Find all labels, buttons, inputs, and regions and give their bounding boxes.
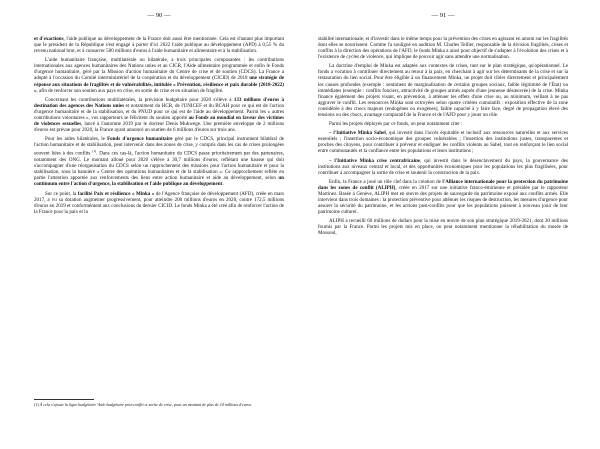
text-run: et notamment du HCR, de l'UNICEF et du BCAH pour ce qui est de l'action d'urgence humanitaire et de la stabilisation, et du PNUD pour ce qui est de l'aide au développement. Parmi les « autres contributions volontaires », vos rapporteurs se félicitent du soutien apporté [34,102,284,121]
text-run: de l'Agence française de développement (AFD), créée en mars 2017, a vu sa dotation augmenter progressivement, pour atteindre 200 millions d'euros en 2020, contre 172,5 millions d'euros en 2019 et conformément aux conclusions du dernier CICID. Le fonds Minka a été créé afin de renforcer l'action de la France pour la paix et la [34,190,284,215]
text-run: Concernant les contributions multilatérales, la prévision budgétaire pour 2020 s'élève à [45,96,234,103]
paragraph [34,136,284,187]
bold-phrase: l'Alliance internationale pour la protection du patrimoine dans les zones de conflit (ALIPH) [318,178,568,191]
text-run: L'aide humanitaire française, multilatérale ou bilatérale, a trois principales composantes : les contributions internationales aux agences humanitaires des Nations unies et au CICR, l'Aide alimentaire programmée et enfin le Fonds d'urgence humanitaire, géré par la Mission d'action humanitaire du Centre de crise et de soutien (CDCS). La France a adopté à l'occasion du Comité interministériel de la coopération et du développement (CICID) de 2018 [34,57,284,82]
paragraph [34,36,284,54]
paragraph [318,179,568,215]
text-run: géré par le CDCS, principal instrument bilatéral de l'action humanitaire et de stabilisation, peut intervenir dans des zones de crise, y compris dans les cas de crises prolongées souvent liées à des conflits [34,136,284,158]
bold-phrase: – l'Initiative Minka Sahel [329,130,386,137]
bold-phrase: au Fonds au mondial en faveur des victimes de violences sexuelles [34,114,285,127]
text-run: Sur ce point, la [45,190,78,197]
text-run: . Dans ces cas-là, l'action humanitaire du CDCS passe prioritairement par des partenaires, notamment des ONG. Le montant alloué pour 2020 s'élève à 30,7 millions d'euros, reflétant une hausse qui doit s'accompagner d'une réorganisation du CDCS selon un rapprochement des missions pour l'action humanitaire et pour la stabilisation, sous la bannière « Centre des opérations humanitaires et de la stabilisation ». Ce rapprochement reflète en partie l'attention apportée aux renforcements des liens entre action humanitaire et aide au développement, selon [34,151,284,182]
paragraph: ALIPH a recueilli 60 millions de dollars pour la mise en œuvre de son plan stratégique 2019-2021, dont 30 millions fournis par la France. Parmi les projets mis en place, on peut notamment mentionner la réhabilitation du musée de Mossoul, [318,218,568,237]
footnote-divider [34,399,94,400]
text-run: , lancé à l'automne 2019 par le docteur Denis Mukwege. Une première enveloppe de 2 millions d'euros est prévue pour 2020, la France ayant annoncé un soutien de 6 millions d'euros sur trois ans. [34,120,284,134]
left-column-text [34,36,284,215]
text-run: , afin de renforcer son soutien aux pays en crise, en sortie de crise et en situation de fragilité. [36,87,224,94]
text-run: Enfin, la France a joué un rôle clef dans la création de [329,178,443,185]
text-run: , l'aide publique au développement de la France doit aussi être mentionnée. Cela est d'autant plus important que le président de la République s'est engagé à porter d'ici 2022 l'aide publique au développement (APD) à 0,55 % du revenu national brut, et à consacrer 500 millions d'euros à l'aide humanitaire et alimentaire et à la stabilisation. [34,36,285,55]
paragraph: Parmi les projets déployés par ce fonds, on peut notamment citer : [329,120,463,127]
footnote [34,402,284,407]
paragraph [34,191,284,215]
footnote-ref[interactable]: (1) [92,149,97,154]
bold-phrase: 133 millions d'euros à destination des agences des Nations unies [34,96,284,109]
bold-phrase: et d'exactions [34,36,64,42]
footnote-mark: (1) [34,402,39,407]
bullet-item [318,158,568,176]
text-run: , qui investit dans l'accès équitable et inclusif aux ressources naturelles et aux services essentiels ; l'insertion socio-économique des groupes vulnérables ; l'insertion des institutions justes, transparentes et proches des citoyens, pour contribuer à prévenir et endiguer les conflits violents au Sahel, tout en renforçant le lien social entre communautés et la confiance entre les populations et leurs institutions ; [318,130,568,155]
paragraph [34,57,284,93]
bold-phrase: – l'Initiative Minka crise centrafricaine [329,157,421,164]
right-page [300,0,600,449]
text-run: Pour les aides bilatérales, le [45,136,108,143]
paragraph: La doctrine d'emploi de Minka est adaptée aux contextes de crises, tant sur le plan stratégique, qu'opérationnel. Le fonds a vocation à contribuer directement au retour à la paix, en cherchant à agir sur les déterminants de la crise et sur la restauration du lien social. Pour être éligible à un financement Minka, un projet doit cibler directement et principalement les causes profondes (exemple : sentiment de marginalisation de certains groupes sociaux, faible légitimité de l'État) ou immédiates (exemple : conflits fonciers, attractivité de groupes armés auprès d'une jeunesse désœuvrée) de la crise. Minka finance également des projets visant, en prévention, à atténuer les effets d'une crise ou, au minimum, veillant à ne pas aggraver le conflit. Les ressources Minka sont octroyées selon quatre critères cumulatifs : exposition effective de la zone considérée à des chocs majeurs (endogènes ou exogènes), faible capacité à y faire face, degré de propagation élevé des tensions ou des chocs, avantage comparatif de la France et de l'AFD pour y jouer un rôle. [318,63,568,118]
paragraph: stabilité internationale, et d'investir dans le même temps pour la prévention des crises en agissant en amont sur les fragilités dont elles se nourrissent. Comme l'a souligné en audition M. Charles Tellier, responsable de la division fragilités, crises et conflits à la direction des opérations de l'AFD, le fonds Minka a ainsi pour objectif de s'adapter à l'évolution des crises et à l'existence de cycles de violence, qui implique de pouvoir agir sans attendre une normalisation. [318,36,568,61]
bold-phrase: une stratégie de réponse aux situations de fragilités et de vulnérabilités, intitulée « Prévention, résilience et paix durable (2018-2022) » [34,75,284,94]
text-run: , qui investit dans le désenclavement du pays, la gouvernance des institutions aux niveaux central et local, et des opportunités économiques pour les populations les plus fragilisées, pour contribuer à accompagner la sortie de crise et soutenir la construction de la paix. [318,157,568,176]
paragraph [34,97,284,133]
bullet-item [318,130,568,154]
text-run: . [222,181,224,188]
bold-phrase: Fonds d'urgence humanitaire [107,136,173,143]
right-column-text [318,36,568,237]
text-run: , créée en 2017 sur une initiative franco-émirienne et présidée par le rapporteur Martinez. Basée à Genève, ALIPH met en œuvre des projets de sauvegarde du patrimoine exposé aux conflits armés. Elle intervient dans trois domaines : la protection préventive pour atténuer les risques de destruction, les mesures d'urgence pour assurer la sécurité du patrimoine, et les actions post-conflits pour que les populations puissent à nouveau jouir de leur patrimoine culturel. [318,184,568,216]
bold-phrase: un continuum entre l'action d'urgence, la stabilisation et l'aide publique au développement [34,175,284,188]
bold-phrase: facilité Paix et résilience « Minka » [77,190,155,197]
page-number-right: — 91 — [431,12,455,19]
footnote-text: À cela s'ajoute la ligne budgétaire 'Aide budgétaire post-conflit et sortie de crise, pour un montant de plus de 14 millions d'euros. [38,402,252,407]
page-number-left: — 90 — [147,12,171,19]
